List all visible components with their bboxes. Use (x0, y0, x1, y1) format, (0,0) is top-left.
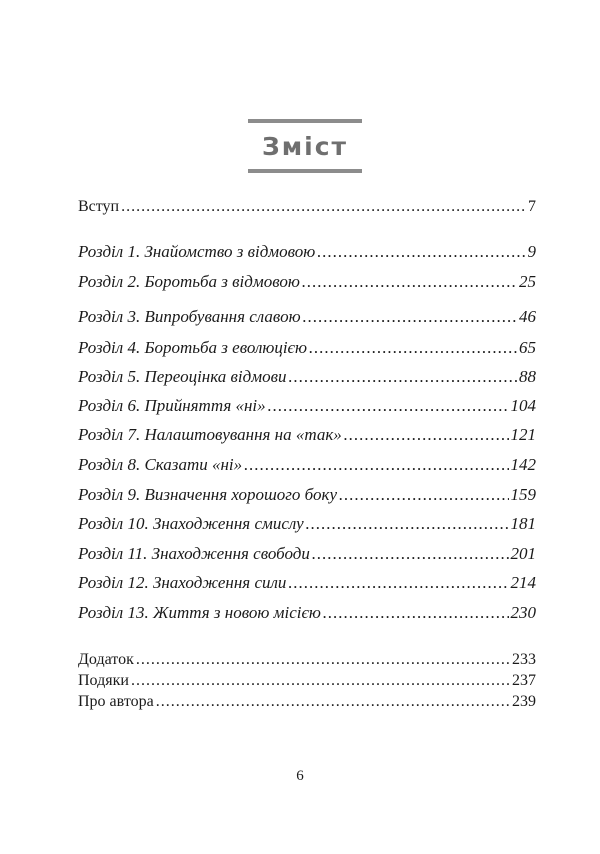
toc-entry-chapter-1[interactable] (78, 242, 536, 262)
toc-entry-title: Розділ 2. Боротьба з відмовою (78, 272, 300, 291)
toc-entry-page: 142 (510, 455, 536, 474)
toc-entry-title: Розділ 8. Сказати «ні» (78, 455, 243, 474)
dot-leader (244, 455, 508, 475)
toc-entry-title: Розділ 13. Життя з новою місією (78, 603, 321, 622)
dot-leader (121, 198, 526, 216)
toc-entry-title: Розділ 5. Переоцінка відмови (78, 367, 287, 386)
toc-entry-intro[interactable] (78, 198, 536, 216)
toc-entry-chapter-13[interactable] (78, 603, 536, 623)
toc-entry-chapter-11[interactable] (78, 544, 536, 564)
dot-leader (156, 693, 510, 711)
page-title: Зміст (261, 132, 349, 161)
dot-leader (303, 307, 517, 327)
toc-entry-title: Розділ 12. Знаходження сили (78, 573, 287, 592)
dot-leader (344, 425, 509, 445)
heading-bottom-rule (248, 169, 362, 173)
dot-leader (306, 514, 509, 534)
toc-entry-title: Подяки (78, 672, 129, 689)
toc-entry-appendix[interactable] (78, 651, 536, 669)
toc-entry-chapter-7[interactable] (78, 425, 536, 445)
toc-entry-page: 201 (510, 544, 536, 563)
dot-leader (339, 485, 508, 505)
dot-leader (323, 603, 509, 623)
toc-entry-about-author[interactable] (78, 693, 536, 711)
toc-entry-page: 159 (510, 485, 536, 504)
toc-entry-title: Розділ 4. Боротьба з еволюцією (78, 338, 307, 357)
toc-entry-page: 239 (512, 693, 536, 710)
toc-entry-page: 230 (510, 603, 536, 622)
toc-entry-acknowledgements[interactable] (78, 672, 536, 690)
dot-leader (136, 651, 510, 669)
toc-entry-title: Розділ 9. Визначення хорошого боку (78, 485, 338, 504)
toc-entry-chapter-5[interactable] (78, 367, 536, 387)
toc-entry-page: 214 (510, 573, 536, 592)
dot-leader (302, 272, 517, 292)
toc-entry-title: Про автора (78, 693, 154, 710)
toc-entry-chapter-12[interactable] (78, 573, 536, 593)
toc-entry-page: 65 (519, 338, 536, 357)
toc-entry-page: 181 (510, 514, 536, 533)
toc-entry-chapter-9[interactable] (78, 485, 536, 505)
toc-entry-page: 9 (527, 242, 536, 261)
toc-entry-title: Розділ 3. Випробування славою (78, 307, 301, 326)
toc-entry-chapter-4[interactable] (78, 338, 536, 358)
toc-entry-page: 104 (510, 396, 536, 415)
dot-leader (268, 396, 509, 416)
dot-leader (288, 367, 517, 387)
toc-entry-page: 88 (519, 367, 536, 386)
dot-leader (309, 338, 517, 358)
toc-entry-title: Вступ (78, 198, 120, 215)
toc-entry-chapter-2[interactable] (78, 272, 536, 292)
page-number: 6 (296, 768, 304, 784)
toc-entry-page: 121 (510, 425, 536, 444)
dot-leader (312, 544, 509, 564)
toc-entry-title: Розділ 7. Налаштовування на «так» (78, 425, 342, 444)
dot-leader (288, 573, 508, 593)
toc-entry-page: 237 (512, 672, 536, 689)
toc-entry-title: Розділ 10. Знаходження смислу (78, 514, 304, 533)
toc-entry-title: Розділ 1. Знайомство з відмовою (78, 242, 316, 261)
toc-entry-chapter-3[interactable] (78, 307, 536, 327)
dot-leader (131, 672, 510, 690)
toc-entry-chapter-10[interactable] (78, 514, 536, 534)
toc-entry-page: 233 (512, 651, 536, 668)
dot-leader (317, 242, 525, 262)
toc-entry-title: Додаток (78, 651, 134, 668)
toc-entry-page: 25 (519, 272, 536, 291)
toc-entry-chapter-8[interactable] (78, 455, 536, 475)
toc-entry-title: Розділ 11. Знаходження свободи (78, 544, 310, 563)
toc-entry-page: 7 (528, 198, 536, 215)
heading-top-rule (248, 119, 362, 123)
toc-entry-page: 46 (519, 307, 536, 326)
toc-heading-block (248, 119, 362, 173)
toc-entry-title: Розділ 6. Прийняття «ні» (78, 396, 266, 415)
toc-entry-chapter-6[interactable] (78, 396, 536, 416)
